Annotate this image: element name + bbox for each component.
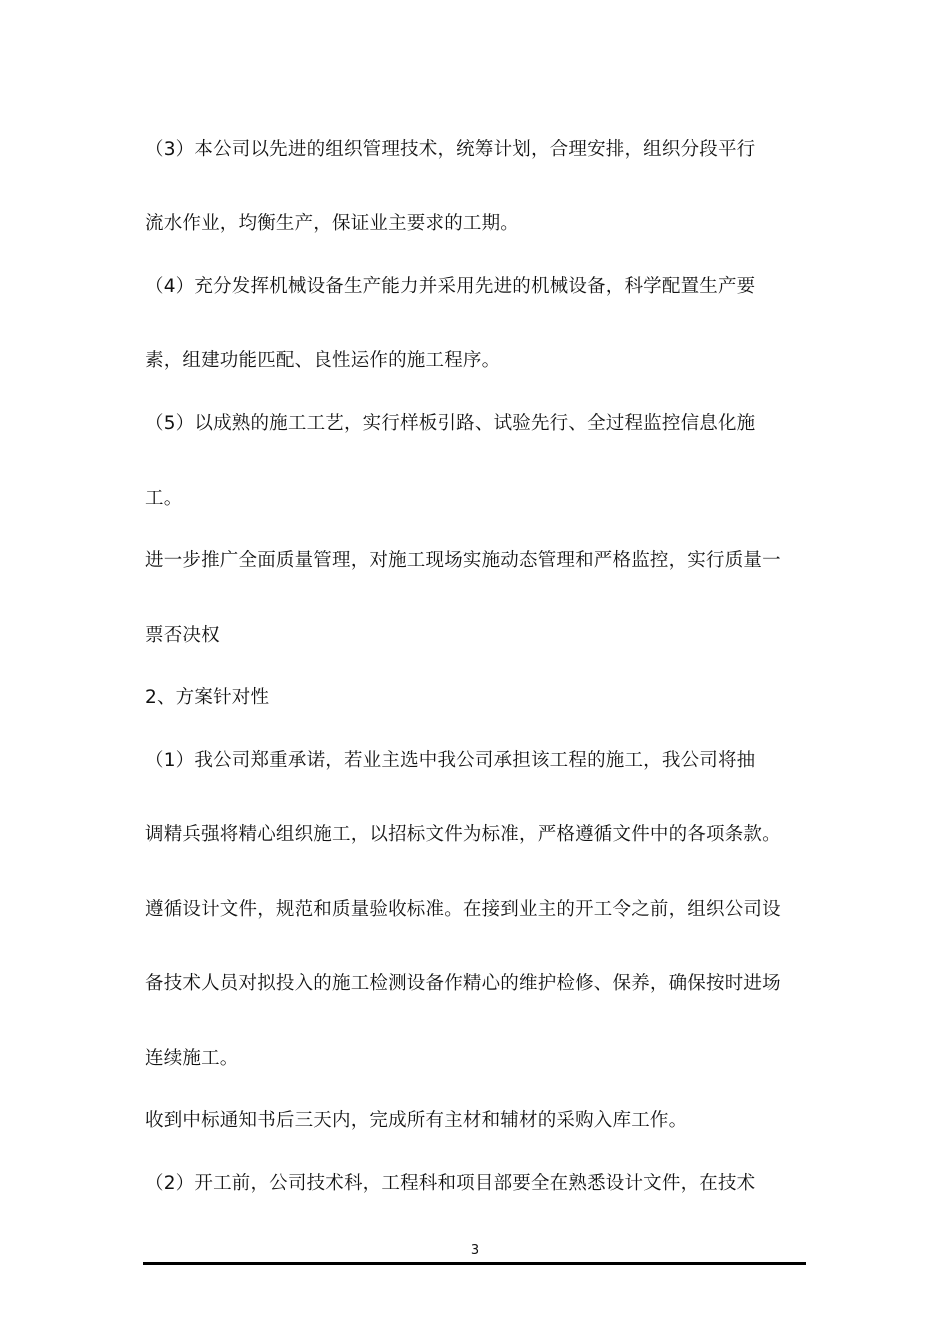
section-heading: 2、方案针对性: [145, 687, 270, 708]
paragraph-line: （4）充分发挥机械设备生产能力并采用先进的机械设备，科学配置生产要: [145, 276, 756, 297]
paragraph-line: （2）开工前，公司技术科，工程科和项目部要全在熟悉设计文件，在技术: [145, 1173, 756, 1194]
paragraph-line: 连续施工。: [145, 1048, 239, 1069]
paragraph-line: （3）本公司以先进的组织管理技术，统筹计划，合理安排，组织分段平行: [145, 139, 756, 160]
paragraph-line: 工。: [145, 488, 183, 509]
paragraph-line: 流水作业，均衡生产，保证业主要求的工期。: [145, 213, 520, 234]
paragraph-line: 调精兵强将精心组织施工，以招标文件为标准，严格遵循文件中的各项条款。: [145, 824, 781, 845]
paragraph-line: 收到中标通知书后三天内，完成所有主材和辅材的采购入库工作。: [145, 1110, 688, 1131]
footer-divider: [143, 1262, 806, 1265]
paragraph-line: 票否决权: [145, 625, 220, 646]
paragraph-line: （5）以成熟的施工工艺，实行样板引路、试验先行、全过程监控信息化施: [145, 413, 756, 434]
paragraph-line: 素，组建功能匹配、良性运作的施工程序。: [145, 350, 501, 371]
paragraph-line: （1）我公司郑重承诺，若业主选中我公司承担该工程的施工，我公司将抽: [145, 750, 756, 771]
paragraph-line: 进一步推广全面质量管理，对施工现场实施动态管理和严格监控，实行质量一: [145, 550, 781, 571]
paragraph-line: 备技术人员对拟投入的施工检测设备作精心的维护检修、保养，确保按时进场: [145, 973, 781, 994]
page-number: 3: [470, 1243, 480, 1258]
paragraph-line: 遵循设计文件，规范和质量验收标准。在接到业主的开工令之前，组织公司设: [145, 899, 781, 920]
